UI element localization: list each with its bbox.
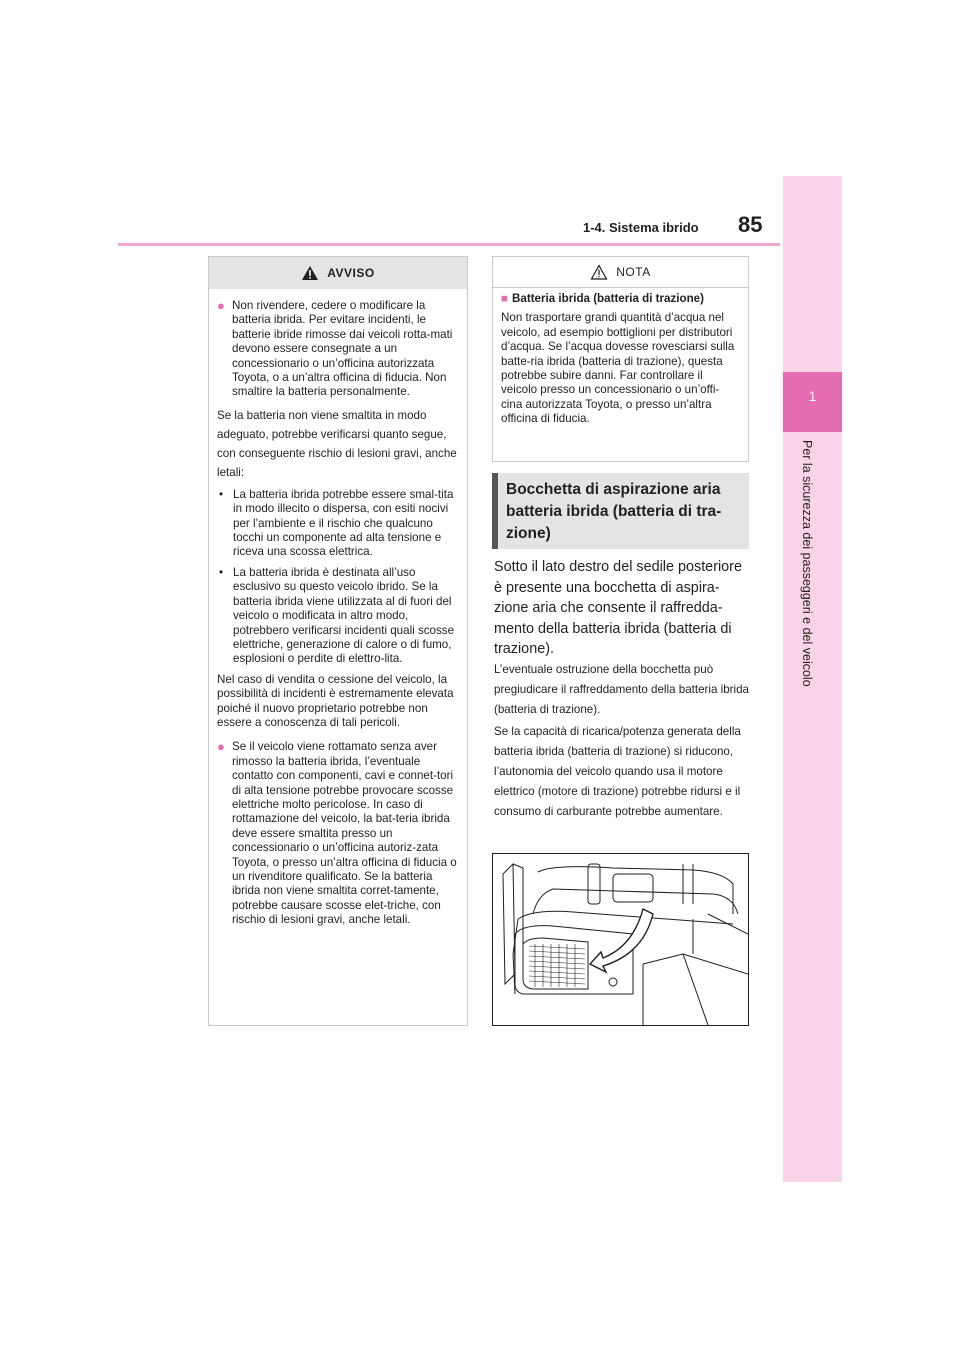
intake-vent-drawing — [493, 854, 748, 1025]
section-body — [494, 660, 750, 824]
warning-triangle-icon — [301, 265, 319, 281]
header-rule — [118, 243, 780, 246]
nota-item-title — [501, 292, 740, 306]
warning-title: AVVISO — [327, 266, 375, 280]
page-number: 85 — [738, 212, 763, 237]
nota-header — [493, 257, 748, 288]
warning-box — [208, 256, 468, 1026]
nota-text: Non trasportare grandi quantità d’acqua nel veicolo, ad esempio bottiglioni per distributori d’acqua. Se l’acqua dovesse rovesciarsi sulla batte-ria ibrida (batteria di trazione), questa potrebbe subire danni. Far controllare il veicolo presso un concessionario o un’offi-cina autorizzata Toyota, o presso un’altra officina di fiducia. — [501, 311, 735, 426]
chapter-title: Per la sicurezza dei passeggeri e del veicolo — [800, 440, 814, 687]
intake-illustration — [492, 853, 749, 1026]
warning-item — [217, 740, 459, 927]
arrow-icon — [590, 909, 653, 972]
nota-item-title-text: Batteria ibrida (batteria di trazione) — [512, 292, 704, 305]
warning-subitem-text: La batteria ibrida potrebbe essere smal-tita in modo illecito o dispersa, con esiti nocivi per l’ambiente e il rischio che qualcuno tocchi un componente ad alta tensione e riceva una scossa elettrica. — [233, 487, 454, 559]
warning-item — [217, 299, 459, 400]
section-paragraph: L’eventuale ostruzione della bocchetta può pregiudicare il raffreddamento della batteria ibrida (batteria di trazione). — [494, 663, 750, 716]
warning-header — [209, 257, 467, 289]
section-paragraph: Se la capacità di ricarica/potenza generata della batteria ibrida (batteria di trazione) si riducono, l’autonomia del veicolo quando usa il motore elettrico (motore di trazione) potrebbe ridursi e il consumo di carburante potrebbe aumentare. — [494, 725, 741, 818]
sub-bullet-icon: • — [219, 565, 224, 579]
warning-subitem — [217, 566, 459, 667]
warning-subitem — [217, 488, 459, 560]
warning-subitem-text: La batteria ibrida è destinata all’uso esclusivo su questo veicolo ibrido. Se la batteria ibrida viene utilizzata al di fuori del veicolo o modificata in altro modo, potrebbero verificarsi incidenti quali scosse elettriche, generazione di calore o di fumo, esplosioni o perdite di elettro-lita. — [233, 565, 455, 666]
nota-title: NOTA — [616, 265, 651, 279]
section-heading: Bocchetta di aspirazione aria batteria ibrida (batteria di tra-zione) — [492, 473, 749, 549]
warning-item-text: Non rivendere, cedere o modificare la batteria ibrida. Per evitare incidenti, le batterie ibride rimosse dai veicoli rotta-mati devono essere consegnate a un concessionario o un’officina autorizzata Toyota, o a un’altra officina di fiducia. Non smaltire la batteria personalmente. — [232, 299, 453, 399]
section-header: 1-4. Sistema ibrido — [583, 220, 699, 235]
chapter-number: 1 — [808, 388, 817, 404]
sub-bullet-icon: • — [219, 487, 224, 501]
warning-item-text: Se il veicolo viene rottamato senza aver rimosso la batteria ibrida, l’eventuale contatto con componenti, cavi e connet-tori di alta tensione potrebbe provocare scosse elettriche molto pericolose. In caso di rottamazione del veicolo, la bat-teria ibrida deve essere smaltita presso un concessionario o un’officina autoriz-zata Toyota, o presso un’altra officina di fiducia o un rivenditore qualificato. Se la batteria ibrida non viene smaltita corret-tamente, potrebbe causare scosse elet-triche, con rischio di lesioni gravi, anche letali. — [232, 740, 457, 927]
warning-paragraph: Nel caso di vendita o cessione del veicolo, la possibilità di incidenti è estremamente elevata poiché il nuovo proprietario potrebbe non essere a conoscenza di tali pericoli. — [217, 672, 454, 729]
section-intro: Sotto il lato destro del sedile posteriore è presente una bocchetta di aspira-zione aria che consente il raffredda-mento della batteria ibrida (batteria di trazione). — [494, 559, 742, 658]
caution-triangle-icon — [590, 264, 608, 280]
bullet-icon: ● — [217, 298, 225, 313]
nota-box — [492, 256, 749, 462]
square-icon: ■ — [501, 292, 509, 305]
bullet-icon: ● — [217, 739, 225, 755]
warning-paragraph: Se la batteria non viene smaltita in modo adeguato, potrebbe verificarsi quanto segue, con conseguente rischio di lesioni gravi, anche letali: — [217, 408, 457, 479]
